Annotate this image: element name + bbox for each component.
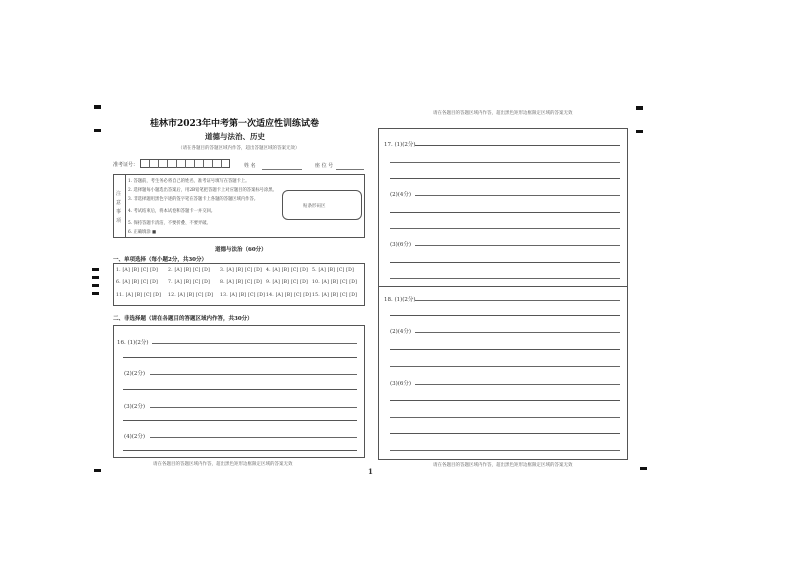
q17-part3-line2[interactable] [390, 262, 620, 263]
exam-number-label: 准考证号： [113, 162, 139, 168]
q17-part1-line[interactable] [415, 145, 620, 146]
mc-row2-col3[interactable]: 8. [A] [B] [C] [D] [220, 280, 263, 285]
q18-part1-label: 18. (1)(2分) [384, 297, 416, 303]
q17-part1-line3[interactable] [390, 178, 620, 179]
q18-part2-line2[interactable] [390, 349, 620, 350]
note-2: 2. 选择题每小题选出答案后，用2B铅笔把答题卡上对应题目的答案标号涂黑。 [128, 188, 277, 193]
q17-part3-label: (3)(6分) [390, 242, 412, 248]
instruction-line: （请在各题目的答题区域内作答，超出答题区域的答案无效） [178, 146, 300, 151]
exam-subtitle: 道德与法治、历史 [205, 132, 265, 141]
mc-row1-col3[interactable]: 3. [A] [B] [C] [D] [220, 268, 263, 273]
registration-mark-right-2 [636, 130, 643, 133]
seat-field-line[interactable] [336, 169, 364, 170]
seat-label: 座 位 号 [315, 163, 334, 169]
q18-part2-label: (2)(4分) [390, 329, 412, 335]
registration-mark-top-right [636, 106, 643, 110]
q16-part2-line2[interactable] [123, 389, 357, 390]
note-3: 3. 非选择题用黑色字迹的签字笔在答题卡上各题的答题区域内作答。 [128, 197, 259, 202]
q16-part4-line2[interactable] [123, 450, 357, 451]
notes-label: 注意事项 [116, 191, 122, 224]
q16-part2-label: (2)(2分) [124, 371, 146, 377]
mc-row2-col1[interactable]: 6. [A] [B] [C] [D] [116, 280, 159, 285]
q16-part2-line[interactable] [150, 374, 357, 375]
mc-row2-col4[interactable]: 9. [A] [B] [C] [D] [266, 280, 309, 285]
note-5: 5. 保持答题卡清洁，不要折叠、不要弄破。 [128, 221, 211, 226]
q16-part4-line[interactable] [150, 437, 357, 438]
section-header: 道德与法治（60分） [215, 247, 267, 253]
mc-row1-col1[interactable]: 1. [A] [B] [C] [D] [116, 268, 159, 273]
q18-part2-line[interactable] [415, 332, 620, 333]
q18-part3-line3[interactable] [390, 417, 620, 418]
q17-part3-line3[interactable] [390, 278, 620, 279]
mc-row1-col2[interactable]: 2. [A] [B] [C] [D] [168, 268, 211, 273]
registration-mark-side-4 [92, 292, 99, 295]
q17-part3-line[interactable] [415, 245, 620, 246]
part2-title: 二、非选择题（请在各题目的答题区域内作答，共30分） [113, 316, 253, 322]
q17-part2-line[interactable] [415, 195, 620, 196]
registration-mark-left-2 [94, 129, 101, 132]
mc-row1-col5[interactable]: 5. [A] [B] [C] [D] [312, 268, 355, 273]
q16-part1-label: 16. (1)(2分) [117, 340, 149, 346]
right-footer: 请在各题目的答题区域内作答，超出黑色矩形边框限定区域的答案无效 [433, 463, 573, 468]
mc-row3-col1[interactable]: 11. [A] [B] [C] [D] [116, 293, 162, 298]
q16-part3-label: (3)(2分) [124, 404, 146, 410]
registration-mark-bottom-left [94, 469, 101, 472]
mc-title: 一、单项选择（每小题2分，共30分） [113, 257, 207, 263]
registration-mark-bottom-right [640, 467, 647, 470]
q17-part2-line3[interactable] [390, 228, 620, 229]
mc-row3-col3[interactable]: 13. [A] [B] [C] [D] [220, 293, 266, 298]
q17-part1-label: 17. (1)(2分) [384, 142, 416, 148]
mc-row3-col4[interactable]: 14. [A] [B] [C] [D] [266, 293, 312, 298]
name-field-line[interactable] [262, 169, 302, 170]
page-number: 1 [368, 467, 373, 476]
exam-title: 桂林市2023年中考第一次适应性训练试卷 [150, 119, 320, 129]
q17-part2-label: (2)(4分) [390, 192, 412, 198]
q16-part3-line2[interactable] [123, 420, 357, 421]
note-1: 1. 答题前，考生务必将自己的姓名、准考证号填写在答题卡上。 [128, 179, 250, 184]
registration-mark-side-3 [92, 284, 99, 287]
mc-row1-col4[interactable]: 4. [A] [B] [C] [D] [266, 268, 309, 273]
mc-row2-col5[interactable]: 10. [A] [B] [C] [D] [312, 280, 358, 285]
barcode-label: 贴条形码区 [303, 204, 326, 209]
q18-part3-line4[interactable] [390, 433, 620, 434]
mc-row2-col2[interactable]: 7. [A] [B] [C] [D] [168, 280, 211, 285]
note-6: 6. 正确填涂 ■ [128, 230, 157, 235]
registration-mark-side-2 [92, 276, 99, 279]
mc-row3-col2[interactable]: 12. [A] [B] [C] [D] [168, 293, 214, 298]
q16-answer-box [113, 325, 365, 458]
q18-part3-label: (3)(6分) [390, 381, 412, 387]
barcode-area [282, 190, 362, 220]
q16-part3-line[interactable] [150, 407, 357, 408]
q17-part1-line2[interactable] [390, 162, 620, 163]
q18-part2-line3[interactable] [390, 366, 620, 367]
q17-q18-divider [378, 286, 628, 287]
exam-number-grid[interactable] [140, 159, 230, 168]
mc-row3-col5[interactable]: 15. [A] [B] [C] [D] [312, 293, 358, 298]
q18-part1-line[interactable] [415, 300, 620, 301]
left-footer: 请在各题目的答题区域内作答，超出黑色矩形边框限定区域的答案无效 [153, 462, 293, 467]
name-label: 姓 名 [244, 163, 256, 169]
right-top-text: 请在各题目的答题区域内作答，超出黑色矩形边框限定区域的答案无效 [433, 111, 573, 116]
q17-part2-line2[interactable] [390, 212, 620, 213]
q18-part3-line[interactable] [415, 384, 620, 385]
q18-part3-line2[interactable] [390, 400, 620, 401]
q16-part4-label: (4)(2分) [124, 434, 146, 440]
note-4: 4. 考试结束后，将本试卷和答题卡一并交回。 [128, 209, 216, 214]
q16-part1-line[interactable] [152, 343, 357, 344]
registration-mark-side-1 [92, 268, 99, 271]
q18-part3-line5[interactable] [390, 450, 620, 451]
q18-part1-line2[interactable] [390, 315, 620, 316]
registration-mark-top-left [94, 105, 101, 109]
notes-divider [125, 174, 126, 238]
q16-part1-line2[interactable] [123, 357, 357, 358]
